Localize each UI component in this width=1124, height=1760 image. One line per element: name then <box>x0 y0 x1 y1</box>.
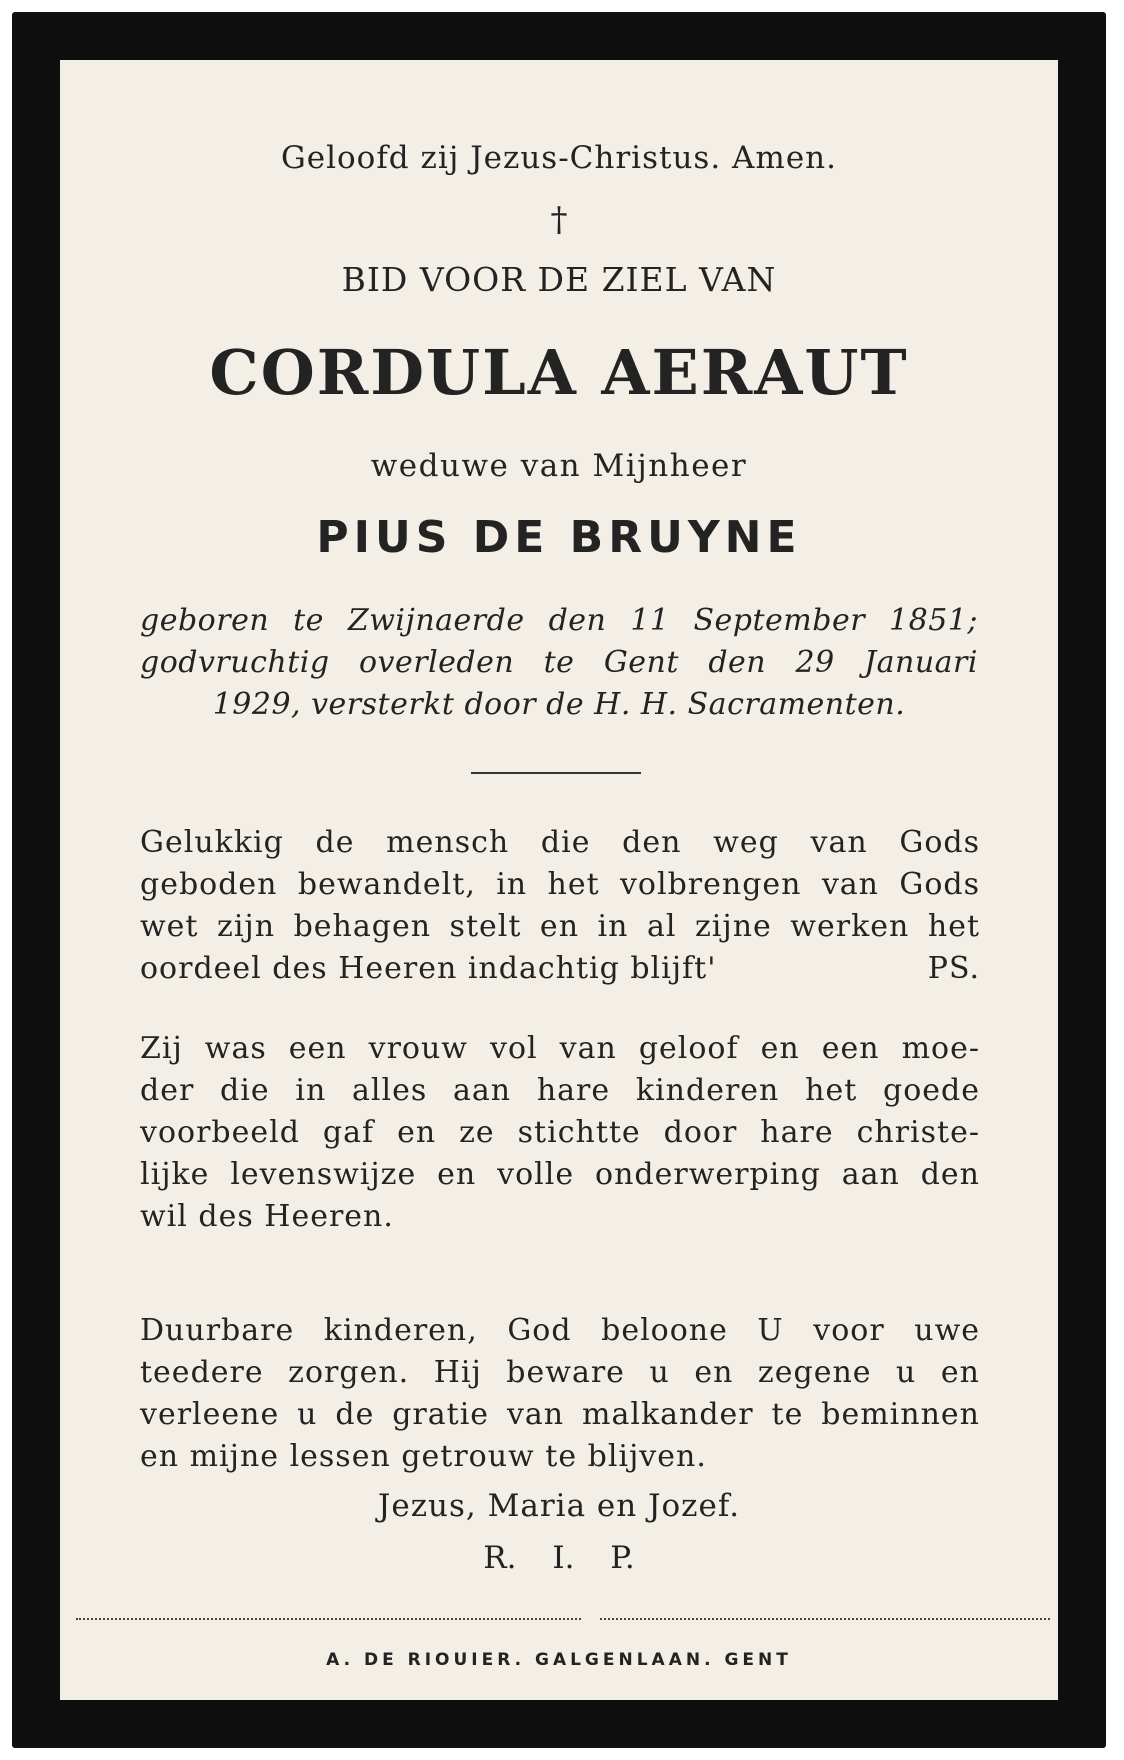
husband-name: PIUS DE BRUYNE <box>316 512 802 563</box>
dates-line: 1929, versterkt door de H. H. Sacramenten. <box>212 687 906 722</box>
dotted-divider-right <box>600 1618 1050 1620</box>
paragraph-line: Zij was een vrouw vol van geloof en een moe- <box>140 1031 980 1066</box>
paragraph-line: en mijne lessen getrouw te blijven. <box>140 1439 707 1474</box>
deceased-name: CORDULA AERAUT <box>209 336 909 409</box>
paragraph-line: Gelukkig de mensch die den weg van Gods <box>140 825 980 860</box>
memorial-card <box>12 12 1106 1748</box>
closing-invocation: Jezus, Maria en Jozef. <box>377 1488 741 1524</box>
dates-line: geboren te Zwijnaerde den 11 September 1851; <box>140 603 978 638</box>
divider <box>471 772 641 774</box>
paragraph-line: teedere zorgen. Hij beware u en zegene u en <box>140 1355 980 1390</box>
widow-of-text: weduwe van Mijnheer <box>370 448 748 484</box>
tribute-paragraph <box>140 1028 980 1238</box>
paragraph-line: voorbeeld gaf en ze stichtte door hare christe- <box>140 1115 980 1150</box>
psalm-paragraph <box>140 822 980 990</box>
paragraph-line: wil des Heeren. <box>140 1199 394 1234</box>
psalm-reference: PS. <box>927 951 980 986</box>
paragraph-line: verleene u de gratie van malkander te beminnen <box>140 1397 980 1432</box>
farewell-paragraph <box>140 1310 980 1478</box>
birth-death-dates <box>140 600 978 726</box>
paragraph-line: geboden bewandelt, in het volbrengen van Gods <box>140 867 980 902</box>
dates-line: godvruchtig overleden te Gent den 29 Januari <box>140 645 978 680</box>
prayer-heading: BID VOOR DE ZIEL VAN <box>341 260 777 299</box>
paragraph-line-with-reference <box>140 948 980 990</box>
paragraph-line: wet zijn behagen stelt en in al zijne werken het <box>140 909 980 944</box>
printer-imprint: A. DE RIOUIER. GALGENLAAN. GENT <box>326 1650 792 1670</box>
paragraph-line: oordeel des Heeren indachtig blijft' <box>140 951 717 986</box>
paragraph-line: Duurbare kinderen, God beloone U voor uwe <box>140 1313 980 1348</box>
invocation-text: Geloofd zij Jezus-Christus. Amen. <box>280 140 837 176</box>
paragraph-line: der die in alles aan hare kinderen het goede <box>140 1073 980 1108</box>
dotted-divider-left <box>76 1618 581 1620</box>
rip-text: R. I. P. <box>483 1540 635 1576</box>
paragraph-line: lijke levenswijze en volle onderwerping aan den <box>140 1157 980 1192</box>
cross-icon: † <box>550 200 568 240</box>
card-paper <box>60 60 1058 1700</box>
